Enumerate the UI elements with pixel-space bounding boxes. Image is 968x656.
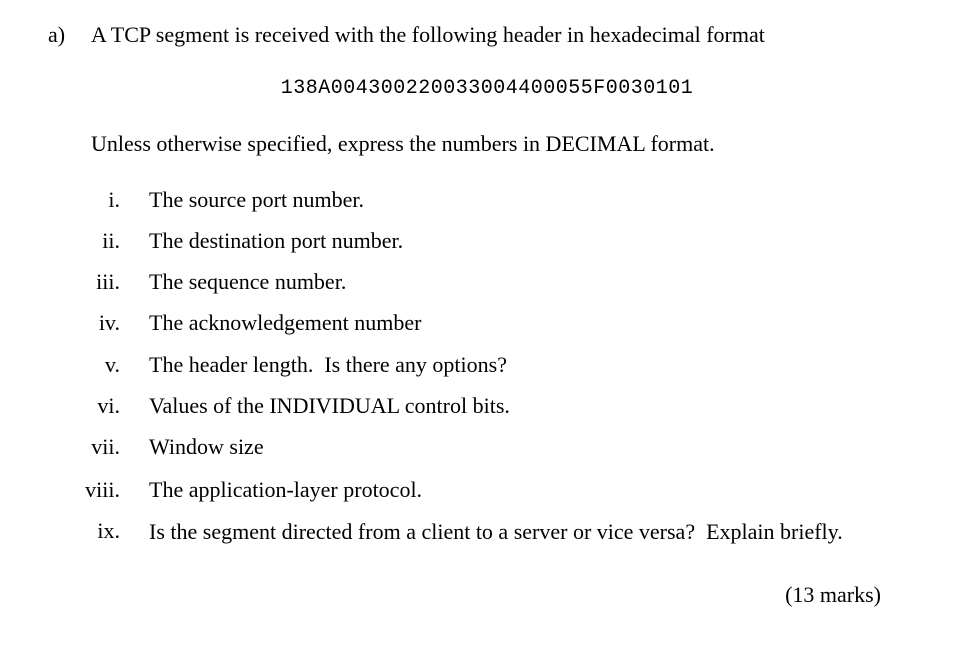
question-text: A TCP segment is received with the following header in hexadecimal format xyxy=(91,22,765,47)
instruction-text: Unless otherwise specified, express the numbers in DECIMAL format. xyxy=(91,131,715,156)
item-text: The acknowledgement number xyxy=(149,310,422,335)
item-numeral: vii. xyxy=(91,434,120,459)
hex-header: 138A004300220033004400055F0030101 xyxy=(280,77,694,100)
item-text: The sequence number. xyxy=(149,269,347,294)
item-text: Values of the INDIVIDUAL control bits. xyxy=(149,393,510,418)
item-text: The source port number. xyxy=(149,187,365,212)
item-text: Is the segment directed from a client to a server or vice versa? Explain briefly. xyxy=(149,519,843,544)
question-label: a) xyxy=(48,22,66,47)
item-text: The destination port number. xyxy=(149,228,404,253)
item-numeral: i. xyxy=(108,187,120,212)
item-numeral: viii. xyxy=(85,477,120,502)
item-numeral: vi. xyxy=(97,393,120,418)
marks-label: (13 marks) xyxy=(785,582,881,607)
item-numeral: iii. xyxy=(96,269,120,294)
item-numeral: ii. xyxy=(102,228,120,253)
item-text: Window size xyxy=(149,434,264,459)
item-text: The header length. Is there any options? xyxy=(149,352,507,377)
item-numeral: v. xyxy=(104,352,120,377)
item-numeral: iv. xyxy=(98,310,120,335)
item-numeral: ix. xyxy=(97,518,120,543)
item-text: The application-layer protocol. xyxy=(149,477,423,502)
